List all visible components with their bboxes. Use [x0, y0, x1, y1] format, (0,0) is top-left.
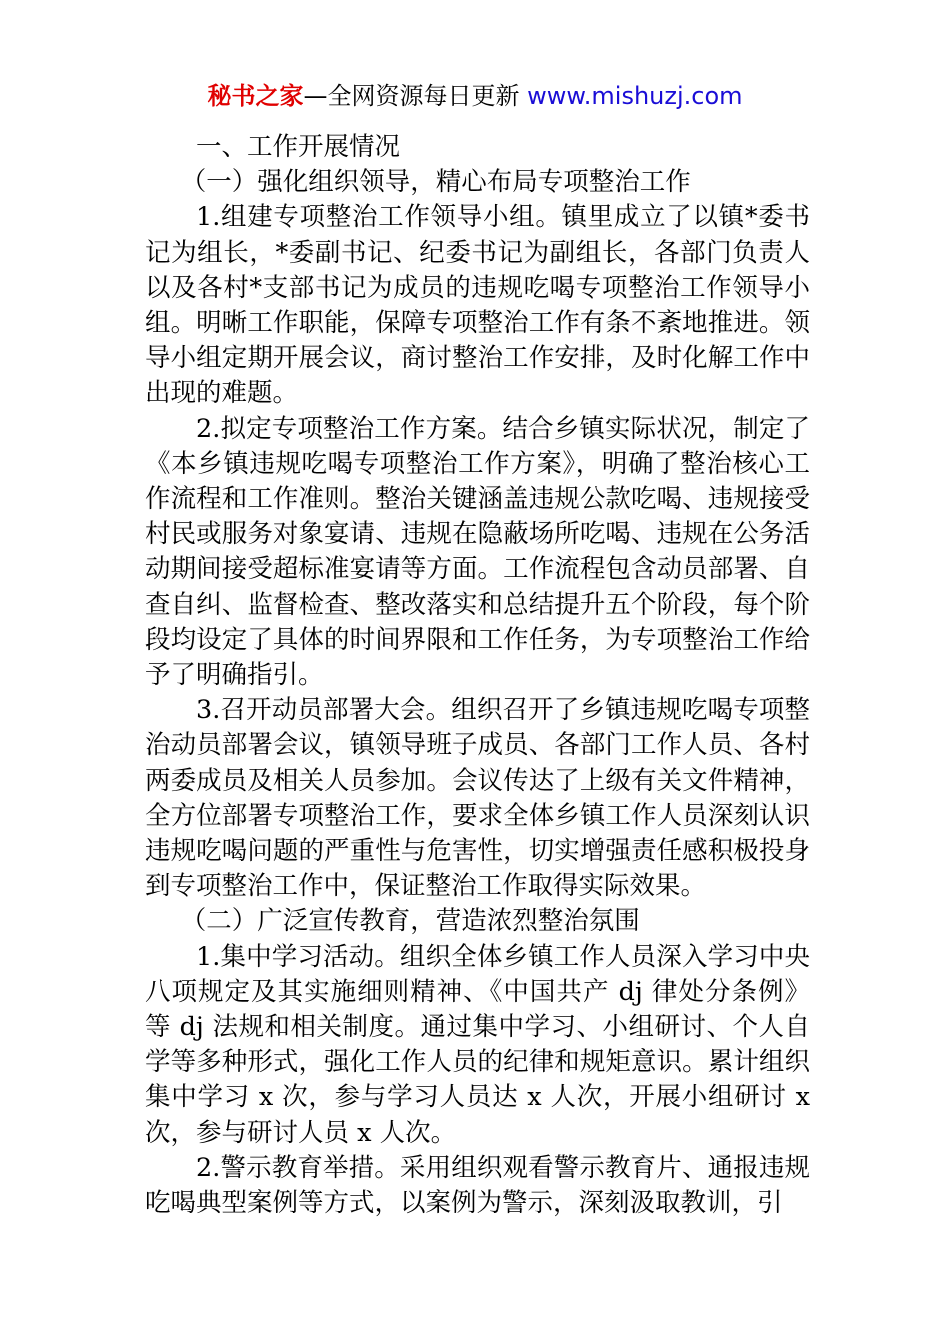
header-slogan: —全网资源每日更新: [303, 82, 528, 110]
section-heading: 一、工作开展情况: [196, 132, 401, 162]
paragraph-4: 1.集中学习活动。组织全体乡镇工作人员深入学习中央八项规定及其实施细则精神、《中国共产 dj 律处分条例》等 dj 法规和相关制度。通过集中学习、小组研讨、个人自学等多种形式，强化工作人员的纪律和规矩意识。累计组织集中学习 x 次，参与学习人员达 x 人次，开展小组研讨 x 次，参与研讨人员 x 人次。: [145, 941, 810, 1148]
paragraph-3: 3.召开动员部署大会。组织召开了乡镇违规吃喝专项整治动员部署会议，镇领导班子成员、各部门工作人员、各村两委成员及相关人员参加。会议传达了上级有关文件精神，全方位部署专项整治工作，要求全体乡镇工作人员深刻认识违规吃喝问题的严重性与危害性，切实增强责任感积极投身到专项整治工作中，保证整治工作取得实际效果。: [145, 695, 810, 902]
paragraph-2: 2.拟定专项整治工作方案。结合乡镇实际状况，制定了《本乡镇违规吃喝专项整治工作方案》，明确了整治核心工作流程和工作准则。整治关键涵盖违规公款吃喝、违规接受村民或服务对象宴请、违规在隐蔽场所吃喝、违规在公务活动期间接受超标准宴请等方面。工作流程包含动员部署、自查自纠、监督检查、整改落实和总结提升五个阶段，每个阶段均设定了具体的时间界限和工作任务，为专项整治工作给予了明确指引。: [145, 413, 810, 691]
site-url[interactable]: www.mishuzj.com: [527, 82, 743, 110]
site-header: [0, 78, 950, 114]
paragraph-1: 1.组建专项整治工作领导小组。镇里成立了以镇*委书记为组长，*委副书记、纪委书记为副组长，各部门负责人以及各村*支部书记为成员的违规吃喝专项整治工作领导小组。明晰工作职能，保障专项整治工作有条不紊地推进。领导小组定期开展会议，商讨整治工作安排，及时化解工作中出现的难题。: [145, 202, 810, 409]
paragraph-5: 2.警示教育举措。采用组织观看警示教育片、通报违规吃喝典型案例等方式，以案例为警示，深刻汲取教训，引: [145, 1152, 810, 1219]
document-body: [145, 130, 810, 1221]
subsection-heading-1: （一）强化组织领导，精心布局专项整治工作: [180, 167, 691, 198]
subsection-heading-2: （二）广泛宣传教育，营造浓烈整治氛围: [180, 906, 640, 937]
brand-name: 秘书之家: [207, 82, 304, 110]
